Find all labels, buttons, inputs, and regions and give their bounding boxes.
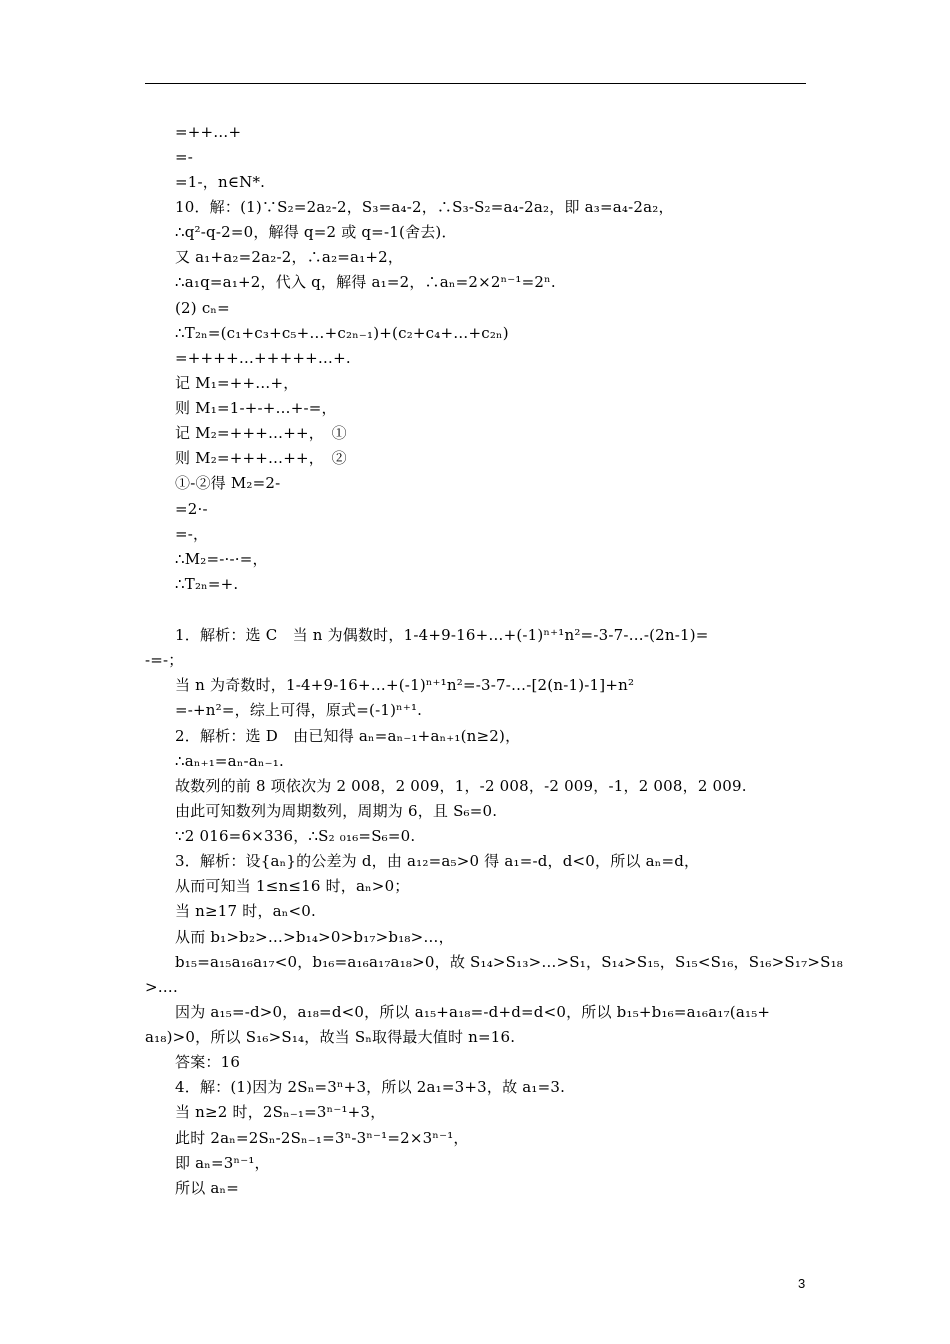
text-line: ∴q²-q-2=0，解得 q=2 或 q=-1(舍去)． xyxy=(175,223,457,241)
text-line: >…. xyxy=(145,978,178,996)
text-line: =2·- xyxy=(175,500,208,518)
text-line: 故数列的前 8 项依次为 2 008，2 009，1，-2 008，-2 009，-1，2 008，2 009. xyxy=(175,777,747,795)
text-line: (2) cₙ= xyxy=(175,299,230,317)
text-line: ∵2 016=6×336，∴S₂ ₀₁₆=S₆=0. xyxy=(175,827,416,845)
text-line: ①-②得 M₂=2- xyxy=(175,474,281,492)
text-line: 3．解析：设{aₙ}的公差为 d，由 a₁₂=a₅>0 得 a₁=-d，d<0，所以 aₙ=d， xyxy=(175,852,700,870)
text-line: =- xyxy=(175,148,194,166)
text-line: =++++…+++++…+. xyxy=(175,349,351,367)
text-line: =1-，n∈N*. xyxy=(175,173,266,191)
text-line: 则 M₁=1-+-+…+-=， xyxy=(175,399,337,417)
text-line: 从而 b₁>b₂>…>b₁₄>0>b₁₇>b₁₈>…， xyxy=(175,928,454,946)
text-line: 又 a₁+a₂=2a₂-2，∴a₂=a₁+2， xyxy=(175,248,404,266)
text-line: 则 M₂=+++…++， ② xyxy=(175,449,347,467)
text-line: a₁₈)>0，所以 S₁₆>S₁₄，故当 Sₙ取得最大值时 n=16. xyxy=(145,1028,516,1046)
text-line: ∴a₁q=a₁+2，代入 q，解得 a₁=2，∴aₙ=2×2ⁿ⁻¹=2ⁿ. xyxy=(175,273,556,291)
text-line: 4．解：(1)因为 2Sₙ=3ⁿ+3，所以 2a₁=3+3，故 a₁=3. xyxy=(175,1078,566,1096)
text-line: 答案：16 xyxy=(175,1053,241,1071)
text-line: ∴T₂ₙ=+. xyxy=(175,575,239,593)
text-line: 记 M₁=++…+， xyxy=(175,374,299,392)
text-line: =-， xyxy=(175,525,209,543)
text-line: 当 n≥17 时，aₙ<0. xyxy=(175,902,316,920)
text-line: =++…+ xyxy=(175,123,242,141)
text-line: 因为 a₁₅=-d>0，a₁₈=d<0，所以 a₁₅+a₁₈=-d+d=d<0，所以 b₁₅+b₁₆=a₁₆a₁₇(a₁₅+ xyxy=(175,1003,771,1021)
text-line: =-+n²=，综上可得，原式=(-1)ⁿ⁺¹. xyxy=(175,701,423,719)
text-line: 10．解：(1)∵S₂=2a₂-2，S₃=a₄-2，∴S₃-S₂=a₄-2a₂，即 a₃=a₄-2a₂， xyxy=(175,198,674,216)
text-line: 1．解析：选 C 当 n 为偶数时，1-4+9-16+…+(-1)ⁿ⁺¹n²=-3-7-…-(2n-1)= xyxy=(175,626,709,644)
text-line: ∴T₂ₙ=(c₁+c₃+c₅+…+c₂ₙ₋₁)+(c₂+c₄+…+c₂ₙ) xyxy=(175,324,509,342)
text-line: 即 aₙ=3ⁿ⁻¹， xyxy=(175,1154,270,1172)
text-line: 所以 aₙ= xyxy=(175,1179,239,1197)
text-line: b₁₅=a₁₅a₁₆a₁₇<0，b₁₆=a₁₆a₁₇a₁₈>0，故 S₁₄>S₁₃>…>S₁，S₁₄>S₁₅，S₁₅<S₁₆，S₁₆>S₁₇>S₁₈ xyxy=(175,953,843,971)
text-line: ∴aₙ₊₁=aₙ-aₙ₋₁. xyxy=(175,752,284,770)
page-number: 3 xyxy=(798,1276,806,1291)
header-rule xyxy=(145,83,806,84)
text-line: 2．解析：选 D 由已知得 aₙ=aₙ₋₁+aₙ₊₁(n≥2)， xyxy=(175,727,521,745)
text-line: 当 n≥2 时，2Sₙ₋₁=3ⁿ⁻¹+3， xyxy=(175,1103,386,1121)
text-line: 记 M₂=+++…++， ① xyxy=(175,424,347,442)
text-line: 从而可知当 1≤n≤16 时，aₙ>0； xyxy=(175,877,410,895)
text-line: 由此可知数列为周期数列，周期为 6，且 S₆=0. xyxy=(175,802,498,820)
text-line: -=-； xyxy=(145,651,184,669)
text-line: 当 n 为奇数时，1-4+9-16+…+(-1)ⁿ⁺¹n²=-3-7-…-[2(n-1)-1]+n² xyxy=(175,676,635,694)
text-line: ∴M₂=-·-·=， xyxy=(175,550,268,568)
text-line: 此时 2aₙ=2Sₙ-2Sₙ₋₁=3ⁿ-3ⁿ⁻¹=2×3ⁿ⁻¹， xyxy=(175,1129,469,1147)
